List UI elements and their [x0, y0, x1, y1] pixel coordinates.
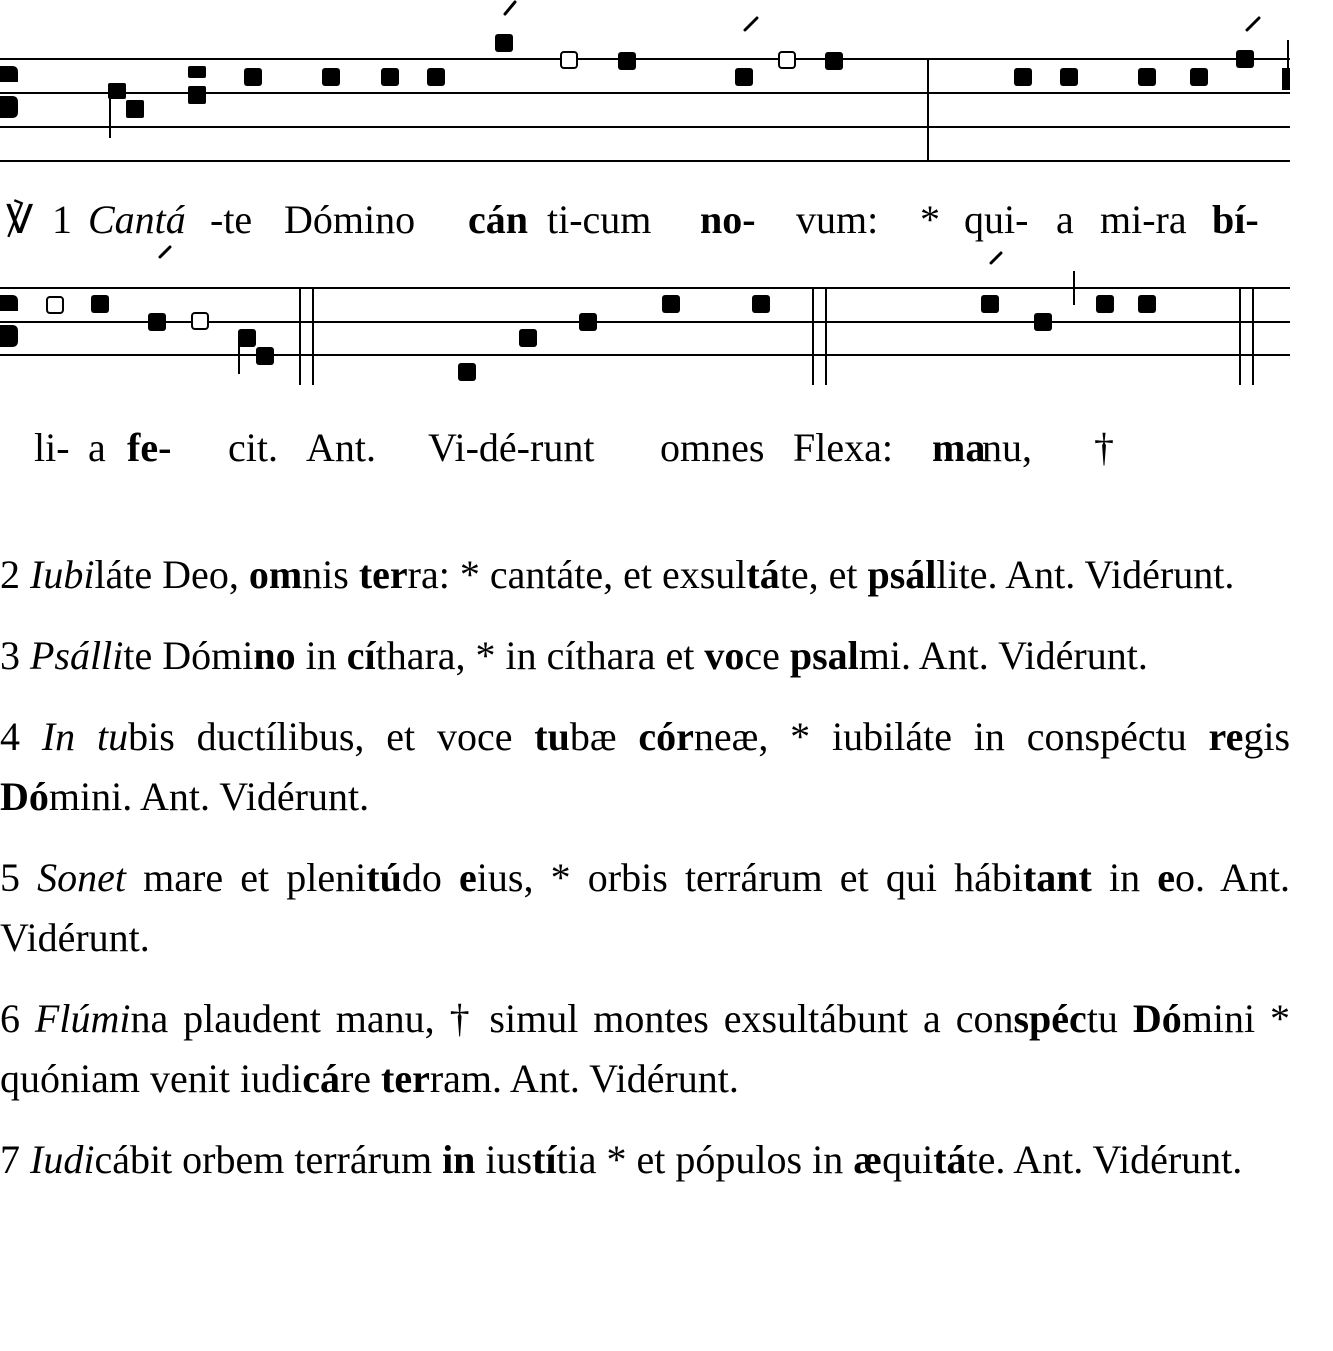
verse-number: 3: [0, 633, 20, 678]
verse-text: Psállite Dómino in cíthara, * in cíthara et voce psalmi. Ant. Vidérunt.: [30, 633, 1148, 678]
lyric-syllable: omnes: [660, 425, 765, 470]
lyric-syllable: ti-cum: [547, 197, 652, 242]
music-staff-1: [0, 0, 1333, 170]
lyric-syllable: fe-: [127, 425, 172, 470]
verse-text: Iudicábit orbem terrárum in iustítia * et pópulos in æquitáte. Ant. Vidérunt.: [30, 1137, 1243, 1182]
verse-number: 7: [0, 1137, 20, 1182]
lyric-syllable: *: [920, 197, 940, 242]
lyric-syllable: Flexa:: [793, 425, 893, 470]
verse-text: In tubis ductílibus, et voce tubæ córneæ, * iubiláte in conspéctu regis Dómini. Ant. Vidérunt.: [0, 714, 1291, 819]
lyric-syllable: Ant.: [306, 425, 376, 470]
verse-number: 2: [0, 552, 20, 597]
lyric-syllable: cán: [468, 197, 528, 242]
lyric-syllable: -te: [210, 197, 253, 242]
psalm-verses: [0, 545, 1290, 1211]
lyric-syllable: li-: [34, 425, 70, 470]
verse-text: Flúmina plaudent manu, † simul montes exsultábunt a conspéctu Dómini * quóniam venit iudicáre terram. Ant. Vidérunt.: [0, 996, 1291, 1101]
verse-text: Iubiláte Deo, omnis terra: * cantáte, et exsultáte, et psállite. Ant. Vidérunt.: [30, 552, 1235, 597]
lyric-syllable: a: [1056, 197, 1074, 242]
verse-number: 4: [0, 714, 20, 759]
lyric-syllable: mi-ra: [1100, 197, 1187, 242]
verse-number: 6: [0, 996, 20, 1041]
lyric-syllable: †: [1094, 425, 1114, 470]
psalm-verse: [0, 626, 1290, 686]
lyric-syllable: qui-: [964, 197, 1029, 242]
verse-text: Sonet mare et plenitúdo eius, * orbis terrárum et qui hábitant in eo. Ant. Vidérunt.: [0, 855, 1290, 960]
lyric-syllable: nu,: [982, 425, 1032, 470]
lyric-syllable: Vi-dé-runt: [428, 425, 595, 470]
psalm-verse: [0, 545, 1290, 605]
psalm-verse: [0, 1130, 1290, 1190]
lyric-syllable: bí-: [1212, 197, 1259, 242]
psalm-verse: [0, 848, 1290, 968]
psalm-verse: [0, 707, 1290, 827]
versicle-icon: ℣: [6, 197, 34, 242]
lyric-syllable: vum:: [796, 197, 879, 242]
lyric-syllable: cit.: [228, 425, 278, 470]
psalm-verse: [0, 989, 1290, 1109]
lyric-syllable: a: [88, 425, 106, 470]
lyric-syllable: no-: [700, 197, 756, 242]
music-staff-2: [0, 245, 1333, 385]
chant-lyrics-line-2: [0, 424, 1333, 484]
lyric-syllable: ma: [932, 425, 986, 470]
lyric-syllable: Cantá: [88, 197, 186, 242]
verse-number: 5: [0, 855, 20, 900]
lyric-syllable: Dómino: [284, 197, 416, 242]
lyric-syllable: 1: [52, 197, 72, 242]
